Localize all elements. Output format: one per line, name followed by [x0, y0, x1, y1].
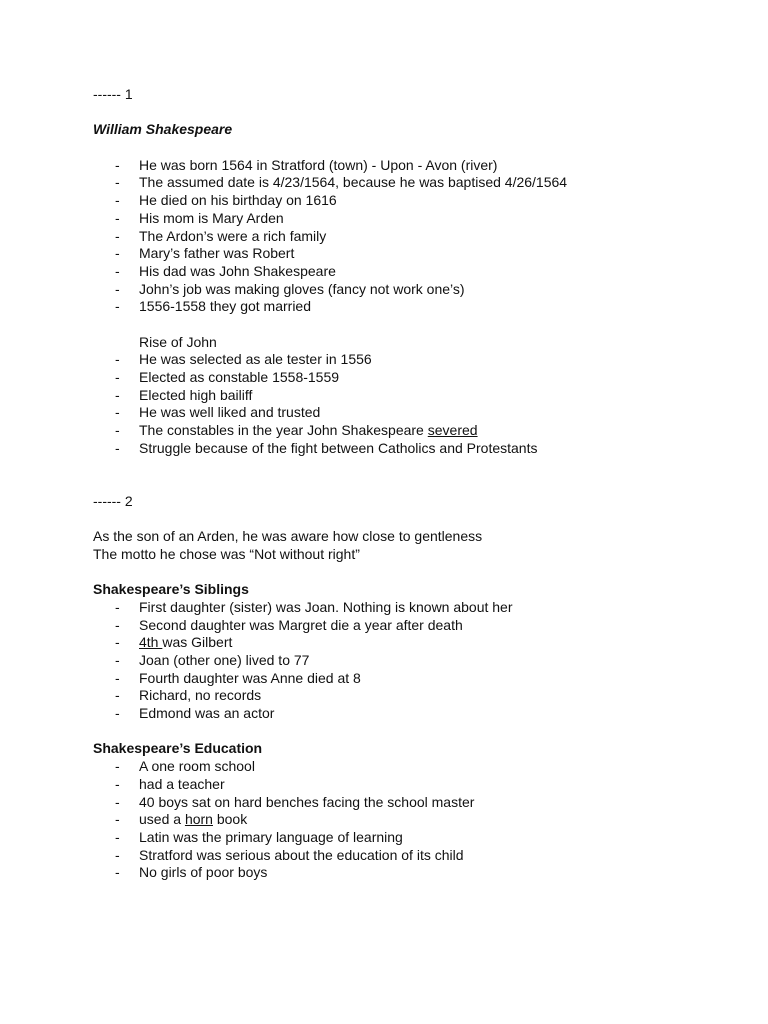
list-item: - Latin was the primary language of learning — [115, 828, 403, 845]
list-item: - His dad was John Shakespeare — [115, 262, 336, 279]
underlined-word: 4th — [139, 634, 163, 651]
biography-list — [93, 157, 733, 316]
list-item: - 4th was Gilbert — [115, 634, 233, 651]
list-item: - Elected as constable 1558-1559 — [115, 369, 340, 385]
section-marker: ------ 1 — [93, 86, 133, 102]
list-item: - Richard, no records — [115, 687, 262, 704]
list-item: - He was born 1564 in Stratford (town) - Upon - Avon (river) — [115, 156, 498, 173]
list-item: - Mary’s father was Robert — [115, 245, 295, 262]
list-item: - had a teacher — [115, 775, 225, 792]
list-item: - The constables in the year John Shakespeare severed — [115, 422, 478, 439]
section-marker: ------ 2 — [93, 492, 133, 509]
intro-line: The motto he chose was “Not without right” — [93, 545, 360, 562]
list-item: - The Ardon’s were a rich family — [115, 227, 327, 244]
list-item: - First daughter (sister) was Joan. Nothing is known about her — [115, 598, 513, 615]
document-page — [93, 86, 733, 882]
document-title: William Shakespeare — [93, 121, 233, 138]
list-item: - John’s job was making gloves (fancy not work one’s) — [115, 280, 465, 297]
list-item: - Stratford was serious about the education of its child — [115, 846, 464, 863]
list-item: - 1556-1558 they got married — [115, 298, 311, 315]
list-item: - Edmond was an actor — [115, 705, 275, 722]
list-item: - He died on his birthday on 1616 — [115, 192, 337, 209]
list-item: - His mom is Mary Arden — [115, 209, 284, 226]
siblings-list — [93, 599, 733, 723]
list-item: - Fourth daughter was Anne died at 8 — [115, 669, 361, 686]
intro-line: As the son of an Arden, he was aware how close to gentleness — [93, 528, 483, 545]
list-item: - Joan (other one) lived to 77 — [115, 652, 310, 669]
list-item: - Struggle because of the fight between Catholics and Protestants — [115, 439, 538, 456]
list-item: - He was well liked and trusted — [115, 404, 321, 421]
list-item: - Elected high bailiff — [115, 386, 253, 403]
list-item: - He was selected as ale tester in 1556 — [115, 351, 372, 368]
sub-heading: Rise of John — [139, 333, 217, 350]
list-item: - No girls of poor boys — [115, 864, 268, 881]
list-item: - 40 boys sat on hard benches facing the school master — [115, 793, 475, 810]
list-item: - used a horn book — [115, 811, 248, 828]
education-list — [93, 758, 733, 882]
underlined-word: horn — [184, 811, 213, 828]
list-item: - A one room school — [115, 758, 255, 775]
rise-of-john-list — [93, 351, 733, 457]
list-item: - The assumed date is 4/23/1564, because he was baptised 4/26/1564 — [115, 174, 568, 191]
list-item: - Second daughter was Margret die a year after death — [115, 616, 463, 633]
underlined-word: severed — [427, 422, 478, 439]
education-heading: Shakespeare’s Education — [93, 740, 263, 757]
siblings-heading: Shakespeare’s Siblings — [93, 581, 249, 598]
